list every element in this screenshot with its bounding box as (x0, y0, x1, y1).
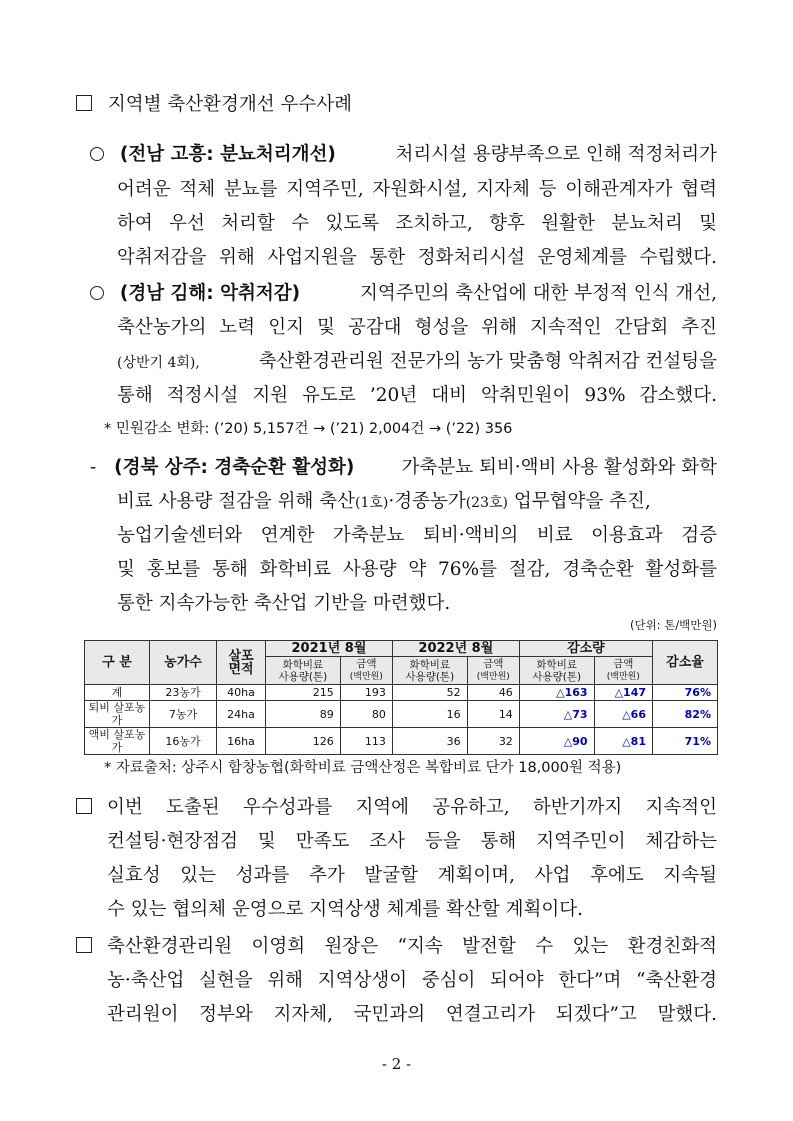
col-2022: 2022년 8월 (392, 641, 519, 657)
col-decrease: 감소량 (519, 641, 652, 657)
table-unit: (단위: 톤/백만원) (629, 618, 717, 632)
sub-amt-2021: 금액 (백만원) (340, 657, 392, 685)
table-row: 계 23농가 40ha 215 193 52 46 △163 △147 76% (85, 685, 718, 701)
col-2021: 2021년 8월 (266, 641, 393, 657)
col-area: 살포 면적 (217, 641, 266, 685)
section-heading: 지역별 축산환경개선 우수사례 (76, 93, 352, 117)
dash-bullet: - (90, 457, 97, 478)
sub-fert-decrease: 화학비료 사용량(톤) (519, 657, 594, 685)
circle-bullet-icon (90, 147, 104, 161)
square-bullet-icon (76, 95, 92, 111)
col-rate: 감소율 (653, 641, 718, 685)
case-title: (경남 김해: 악취저감) (119, 283, 301, 304)
col-gubun: 구 분 (85, 641, 150, 685)
fertilizer-table (84, 640, 718, 755)
complaint-note: * 민원감소 변화: (’20) 5,157건 → (’21) 2,004건 → (’22) 356 (104, 421, 513, 437)
table-row: 액비 살포농가 16농가 16ha 126 113 36 32 △90 △81 71% (85, 728, 718, 755)
sub-amt-decrease: 금액 (백만원) (594, 657, 652, 685)
circle-bullet-icon (90, 286, 104, 300)
square-bullet-icon (76, 937, 92, 953)
sub-amt-2022: 금액 (백만원) (467, 657, 519, 685)
table-row: 퇴비 살포농가 7농가 24ha 89 80 16 14 △73 △66 82% (85, 701, 718, 728)
sub-fert-2022: 화학비료 사용량(톤) (392, 657, 467, 685)
case-title: (전남 고흥: 분뇨처리개선) (119, 144, 336, 165)
col-farms: 농가수 (150, 641, 217, 685)
sub-fert-2021: 화학비료 사용량(톤) (266, 657, 341, 685)
case-title: (경북 상주: 경축순환 활성화) (114, 457, 355, 478)
table-source: * 자료출처: 상주시 함창농협(화학비료 금액산정은 복합비료 단가 18,000원 적용) (104, 760, 622, 776)
square-bullet-icon (76, 798, 92, 814)
page-number: - 2 - (381, 1055, 412, 1073)
